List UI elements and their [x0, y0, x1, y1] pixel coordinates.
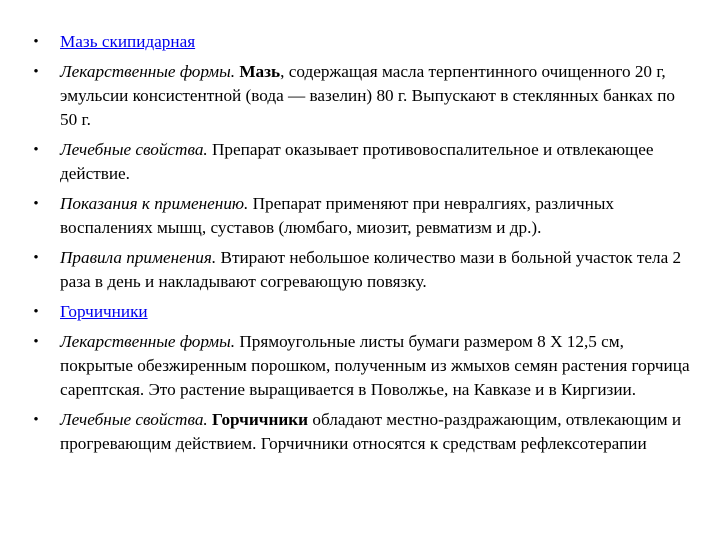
item-label: Лекарственные формы.: [60, 332, 236, 351]
bullet-icon: •: [33, 412, 39, 428]
bullet-icon: •: [33, 196, 39, 212]
item-text: Препарат оказывает противовоспалительное и отвлекающее действие.: [60, 140, 654, 183]
list-item-mustard-heading: [30, 300, 692, 324]
bullet-icon: •: [33, 334, 39, 350]
link-mustard-plasters[interactable]: Горчичники: [60, 302, 148, 321]
link-turpentine-ointment[interactable]: Мазь скипидарная: [60, 32, 196, 51]
bullet-icon: •: [33, 64, 39, 80]
bullet-icon: •: [33, 304, 39, 320]
list-item-therapeutic-properties: [30, 138, 692, 186]
list-item-indications: [30, 192, 692, 240]
item-text: Препарат применяют при невралгиях, различных воспалениях мышц, суставов (люмбаго, миозит, ревматизм и др.).: [60, 194, 614, 237]
list-item-dosage-forms: [30, 60, 692, 132]
item-label: Правила применения.: [60, 248, 217, 267]
list-item-application-rules: [30, 246, 692, 294]
bullet-icon: •: [33, 142, 39, 158]
bullet-list: [30, 30, 692, 456]
bullet-icon: •: [33, 34, 39, 50]
item-bold-term: Горчичники: [212, 410, 309, 429]
item-bold-term: Мазь: [239, 62, 281, 81]
item-label: Лечебные свойства.: [60, 410, 208, 429]
item-label: Лекарственные формы.: [60, 62, 236, 81]
list-item-mustard-properties: [30, 408, 692, 456]
item-label: Лечебные свойства.: [60, 140, 208, 159]
item-text: Прямоугольные листы бумаги размером 8 Х 12,5 см, покрытые обезжиренным порошком, полученным из жмыхов семян растения горчица сарептская. Это растение выращивается в Поволжье, на Кавказе и в Киргизии.: [60, 332, 690, 399]
bullet-icon: •: [33, 250, 39, 266]
list-item-mustard-dosage-forms: [30, 330, 692, 402]
item-text: обладают местно-раздражающим, отвлекающим и прогревающим действием. Горчичники относятся к средствам рефлексотерапии: [60, 410, 682, 453]
item-text: , содержащая масла терпентинного очищенного 20 г, эмульсии консистентной (вода — вазелин) 80 г. Выпускают в стеклянных банках по 50 г.: [60, 62, 676, 129]
item-text: Втирают небольшое количество мази в больной участок тела 2 раза в день и накладывают согревающую повязку.: [60, 248, 682, 291]
item-label: Показания к применению.: [60, 194, 249, 213]
list-item-ointment-heading: [30, 30, 692, 54]
